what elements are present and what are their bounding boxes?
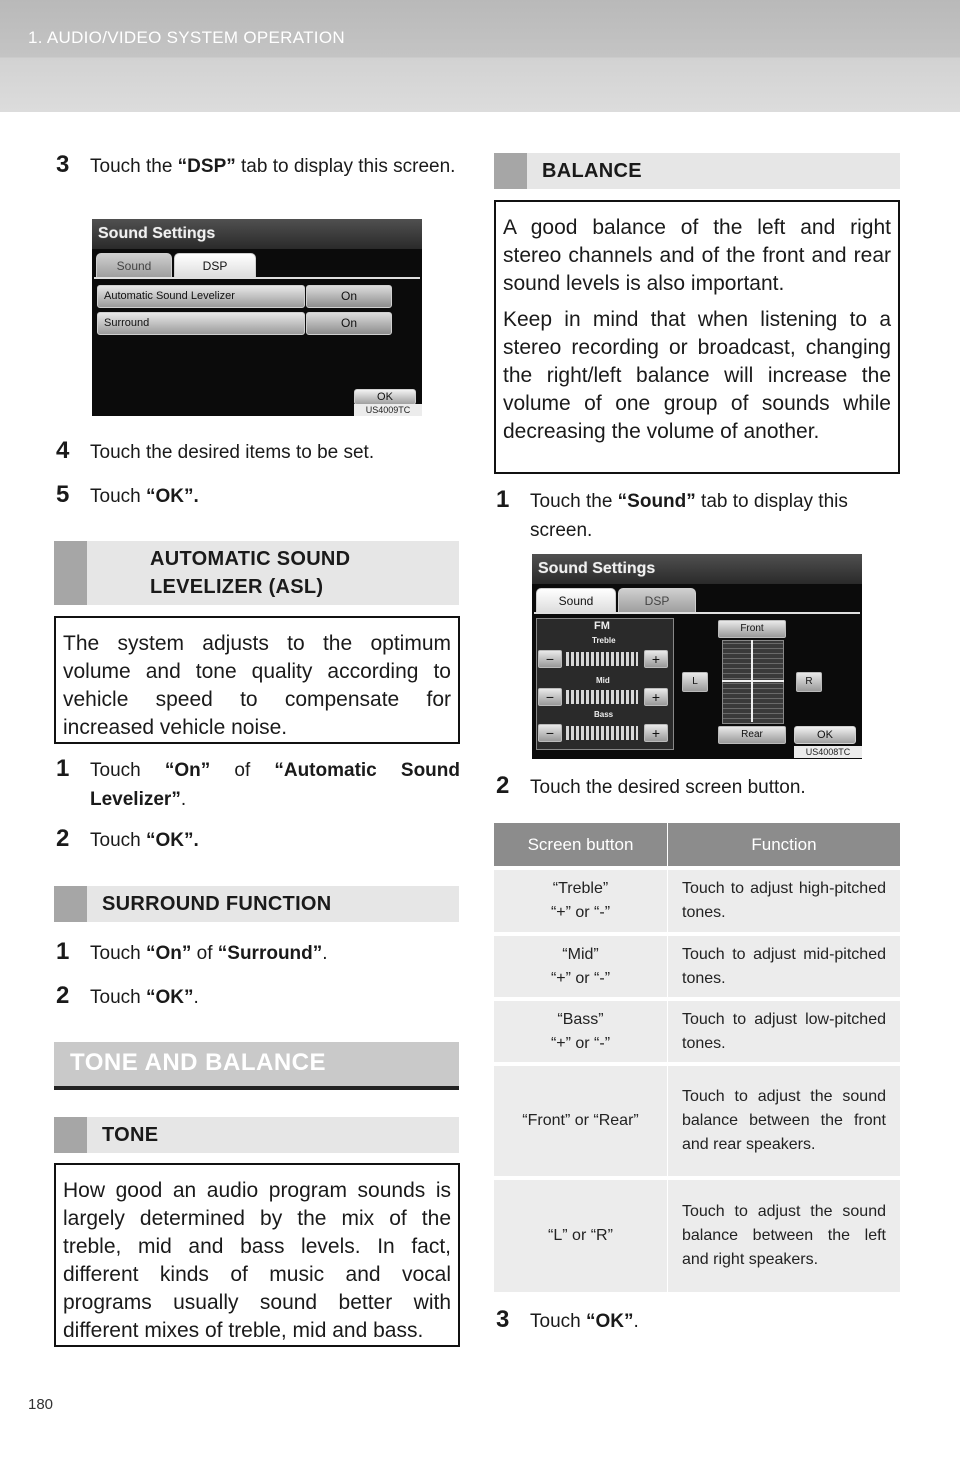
balance-step-2: 2 Touch the desired screen button.: [496, 772, 806, 799]
function-cell: Touch to adjust high-pitched tones.: [668, 868, 901, 934]
image-code: US4009TC: [354, 404, 422, 416]
sound-screen-image: [532, 554, 862, 759]
treble-label: Treble: [592, 636, 616, 645]
surround-step-1: 1 Touch “On” of “Surround”.: [56, 938, 328, 965]
tab-dsp[interactable]: DSP: [618, 588, 696, 613]
page-number: 180: [28, 1396, 54, 1413]
column-header-function: Function: [668, 823, 901, 868]
table-header-row: [494, 823, 900, 868]
screen-title: Sound Settings: [538, 560, 656, 577]
surround-on-button[interactable]: On: [306, 312, 392, 335]
screen-button-function-table: [494, 823, 900, 1292]
chapter-header: [0, 0, 960, 112]
right-button[interactable]: R: [796, 672, 822, 692]
screen-button-cell: “Bass” “+” or “-”: [494, 999, 668, 1064]
bass-level-bar: [566, 726, 638, 740]
step-number: 2: [56, 982, 70, 1009]
table-row: [494, 868, 900, 934]
mid-label: Mid: [596, 676, 610, 685]
balance-step-1: 1 Touch the “Sound” tab to display this screen.: [496, 486, 848, 541]
asl-description-box: The system adjusts to the optimum volume and tone quality according to vehicle speed to compensate for increased vehicle noise.: [54, 616, 460, 744]
step-number: 3: [56, 151, 70, 178]
asl-row[interactable]: Automatic Sound Levelizer: [97, 285, 305, 308]
step-3-dsp: 3 Touch the “DSP” tab to display this screen.: [56, 151, 456, 178]
sound-tab-ref: “Sound”: [617, 491, 696, 512]
treble-level-bar: [566, 652, 638, 666]
column-header-screen-button: Screen button: [494, 823, 668, 868]
function-cell: Touch to adjust the sound balance between the left and right speakers.: [668, 1178, 901, 1292]
source-label: FM: [594, 620, 610, 632]
surround-row[interactable]: Surround: [97, 312, 305, 335]
screen-title: Sound Settings: [98, 225, 216, 242]
step-number: 1: [56, 755, 70, 782]
step-4: 4 Touch the desired items to be set.: [56, 437, 375, 464]
step-number: 1: [56, 938, 70, 965]
balance-description-box: A good balance of the left and right stereo channels and of the front and rear sound levels is also important. Keep in mind that when listening to a stereo recording or broadcast, changing the right/left balance will increase the volume of one group of sounds while decreasing the volume of another.: [494, 200, 900, 474]
mid-level-bar: [566, 690, 638, 704]
step-number: 1: [496, 486, 510, 513]
step-number: 2: [496, 772, 510, 799]
rear-button[interactable]: Rear: [718, 726, 786, 744]
tab-dsp[interactable]: DSP: [174, 253, 256, 278]
left-button[interactable]: L: [682, 672, 708, 692]
step-number: 5: [56, 481, 70, 508]
treble-plus-button[interactable]: +: [644, 650, 668, 668]
table-row: [494, 934, 900, 999]
asl-heading: AUTOMATIC SOUND LEVELIZER (ASL): [54, 541, 459, 605]
asl-step-2: 2 Touch “OK”.: [56, 825, 199, 852]
balance-grid: [722, 640, 784, 724]
step-number: 2: [56, 825, 70, 852]
tone-heading: TONE: [54, 1117, 459, 1153]
step-5: 5 Touch “OK”.: [56, 481, 199, 508]
table-row: [494, 1064, 900, 1178]
function-cell: Touch to adjust mid-pitched tones.: [668, 934, 901, 999]
balance-step-3: 3 Touch “OK”.: [496, 1306, 639, 1333]
asl-step-1: 1 Touch “On” of “Automatic Sound Levelizer”.: [56, 755, 460, 810]
screen-button-cell: “Treble” “+” or “-”: [494, 868, 668, 934]
bass-plus-button[interactable]: +: [644, 724, 668, 742]
surround-heading: SURROUND FUNCTION: [54, 886, 459, 922]
ok-button[interactable]: OK: [354, 389, 416, 405]
function-cell: Touch to adjust the sound balance between the front and rear speakers.: [668, 1064, 901, 1178]
image-code: US4008TC: [794, 746, 862, 758]
balance-heading: BALANCE: [494, 153, 900, 189]
function-cell: Touch to adjust low-pitched tones.: [668, 999, 901, 1064]
tone-description-box: How good an audio program sounds is largely determined by the mix of the treble, mid and bass levels. In fact, different kinds of music and vocal programs usually sound better with different mixes of treble, mid and bass.: [54, 1163, 460, 1347]
screen-button-cell: “Front” or “Rear”: [494, 1064, 668, 1178]
step-number: 3: [496, 1306, 510, 1333]
asl-on-button[interactable]: On: [306, 285, 392, 308]
mid-plus-button[interactable]: +: [644, 688, 668, 706]
balance-crosshair-horizontal: [722, 680, 784, 682]
table-row: [494, 999, 900, 1064]
tone-and-balance-heading: TONE AND BALANCE: [54, 1042, 459, 1090]
bass-minus-button[interactable]: −: [538, 724, 562, 742]
surround-step-2: 2 Touch “OK”.: [56, 982, 199, 1009]
front-button[interactable]: Front: [718, 620, 786, 638]
step-number: 4: [56, 437, 70, 464]
screen-button-cell: “Mid” “+” or “-”: [494, 934, 668, 999]
chapter-title: 1. AUDIO/VIDEO SYSTEM OPERATION: [28, 28, 345, 47]
tab-sound[interactable]: Sound: [96, 253, 172, 278]
bass-label: Bass: [594, 710, 614, 719]
dsp-screen-image: [92, 219, 422, 416]
treble-minus-button[interactable]: −: [538, 650, 562, 668]
mid-minus-button[interactable]: −: [538, 688, 562, 706]
dsp-tab-ref: “DSP”: [177, 156, 236, 177]
ok-button[interactable]: OK: [794, 726, 856, 744]
screen-button-cell: “L” or “R”: [494, 1178, 668, 1292]
tab-sound[interactable]: Sound: [536, 588, 616, 613]
table-row: [494, 1178, 900, 1292]
